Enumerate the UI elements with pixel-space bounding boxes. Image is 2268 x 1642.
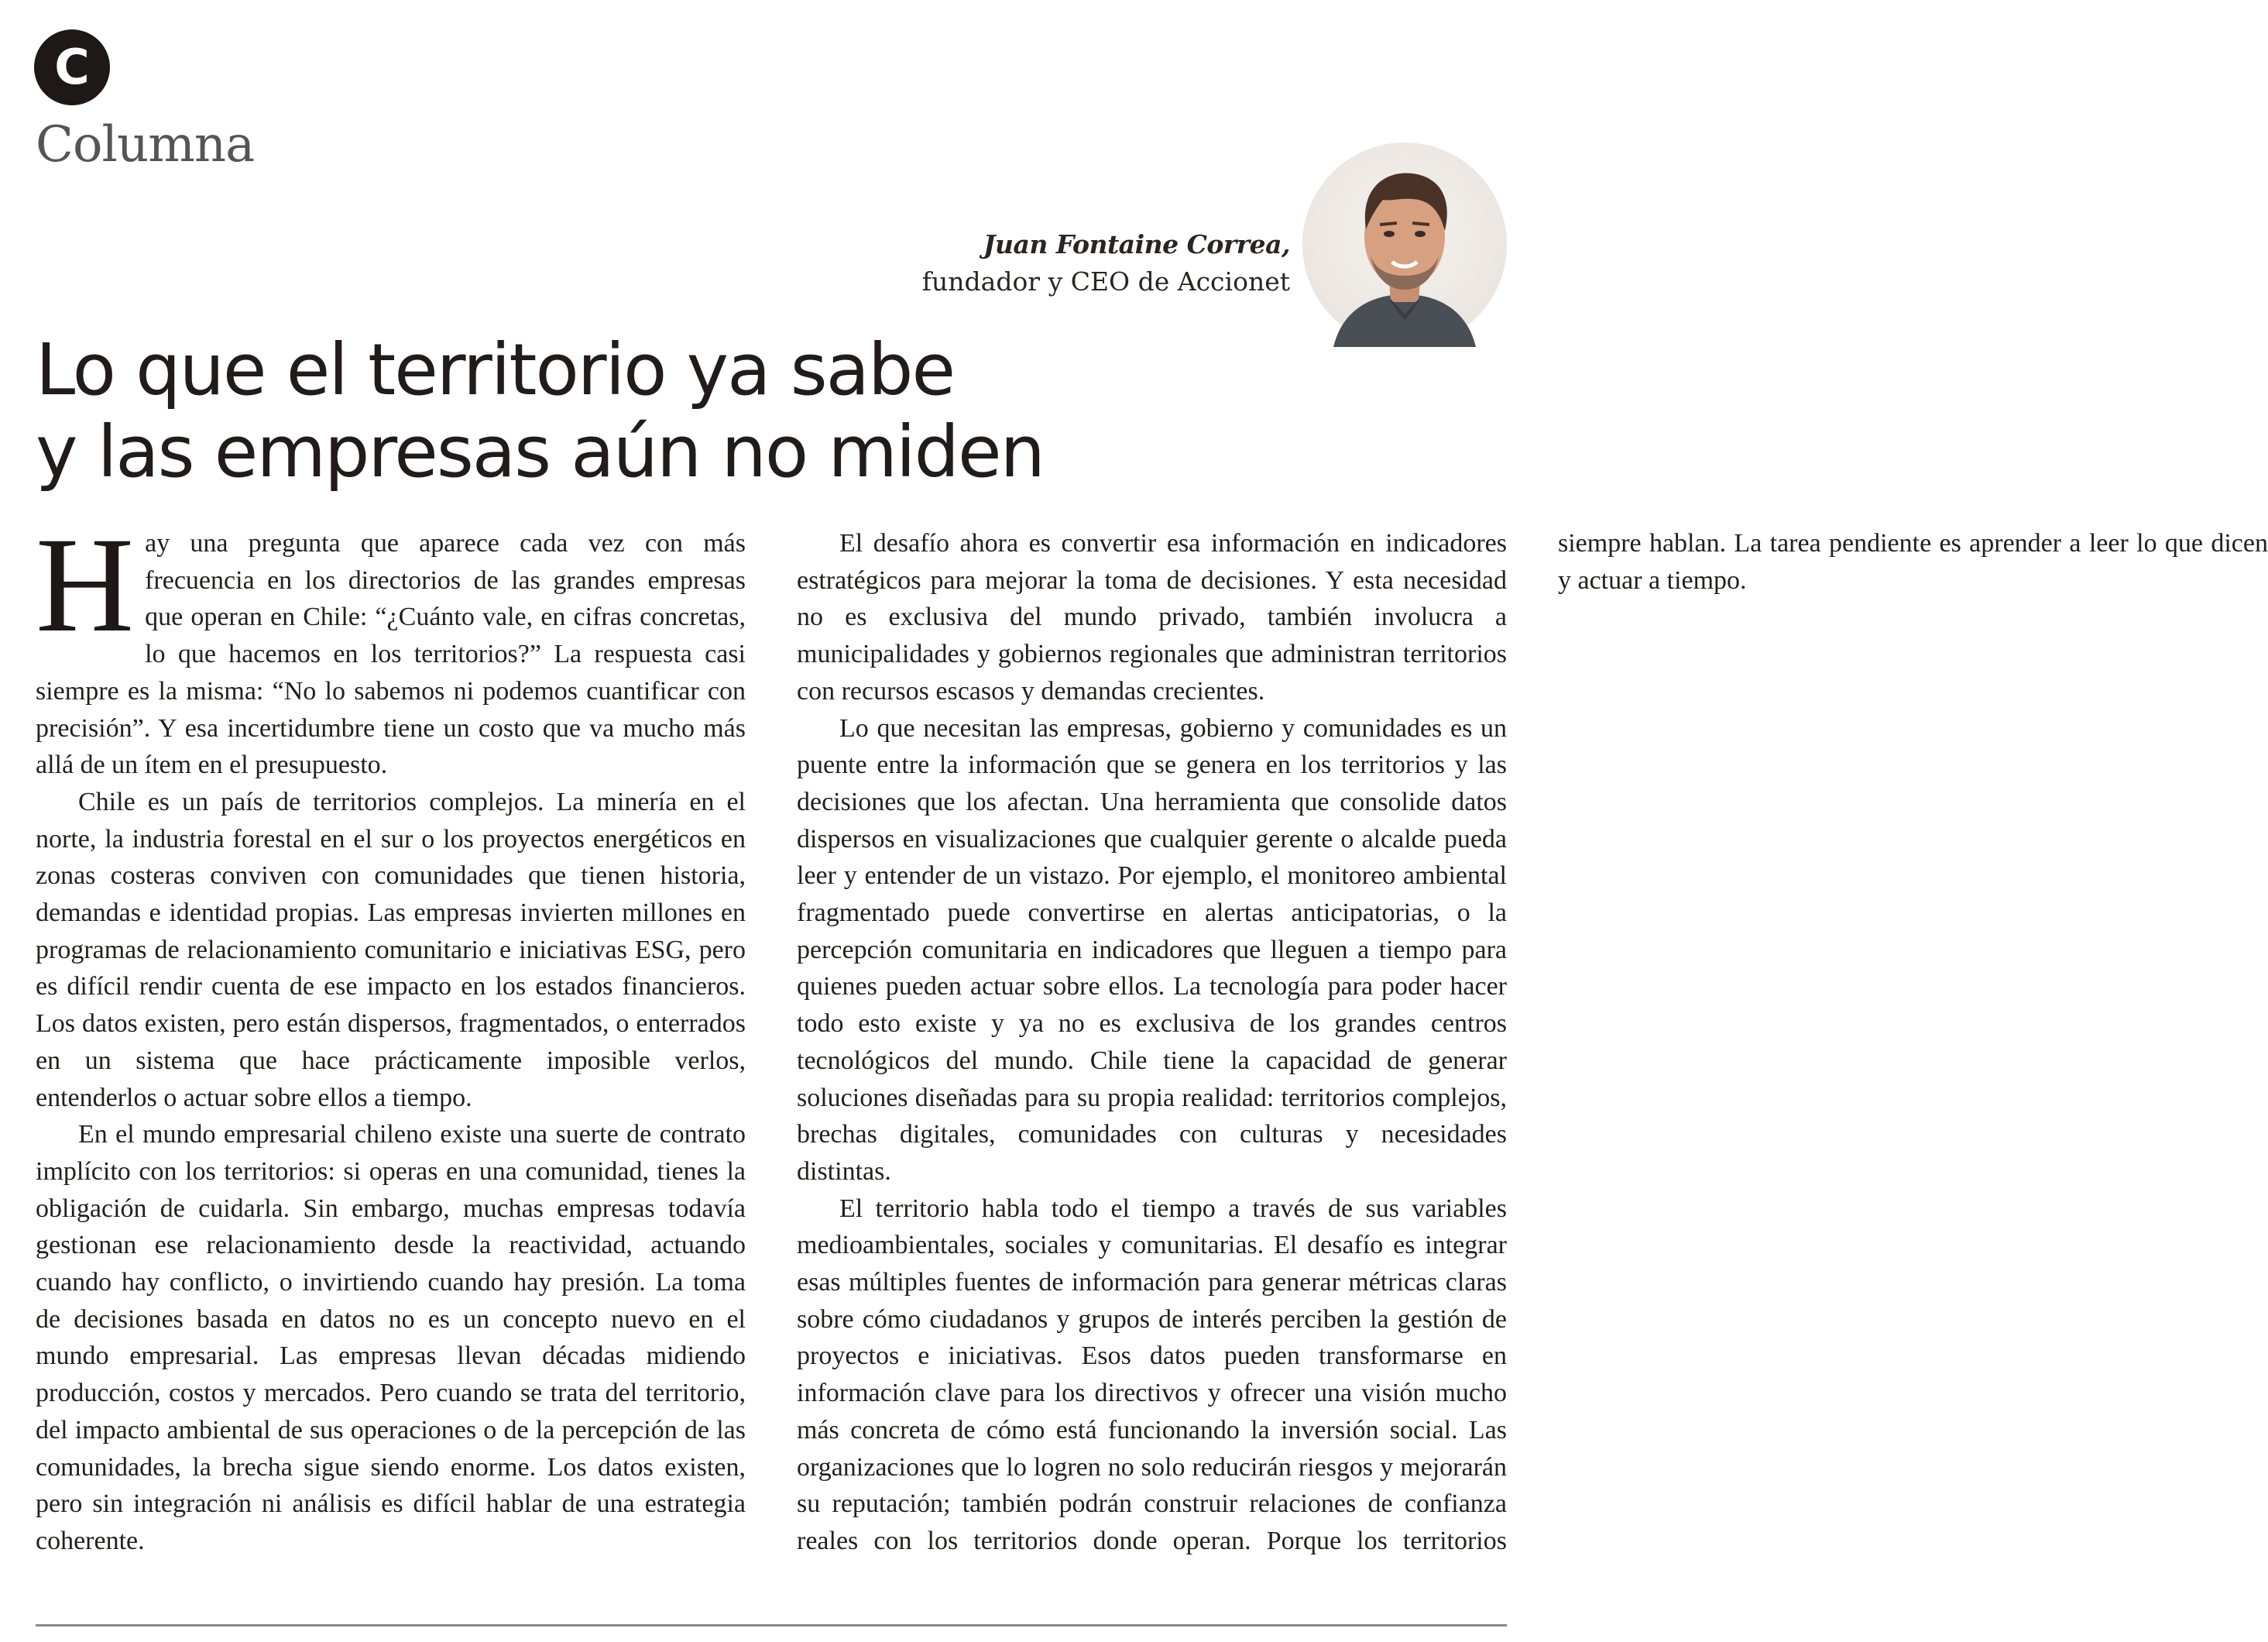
article-paragraph-2: Chile es un país de territorios complejos. La minería en el norte, la industria forestal en el sur o los proyectos energéticos en zonas costeras conviven con comunidades que tienen historia, demandas e identidad propias. Las empresas invierten millones en programas de relacionamiento comunitario e iniciativas ESG, pero es difícil rendir cuenta de ese impacto en los estados financieros. Los datos existen, pero están dispersos, fragmentados, o enterrados en un sistema que hace prácticamente imposible verlos, entenderlos o actuar sobre ellos a tiempo.	[36, 787, 746, 1112]
author-role: fundador y CEO de Accionet	[921, 266, 1290, 297]
article-paragraph-4: El desafío ahora es convertir esa información en indicadores estratégicos para mejorar la toma de decisiones. Y esta necesidad no es exclusiva del mundo privado, también involucra a municipalidades y gobiernos regionales que administran territorios con recursos escasos y demandas crecientes.	[797, 529, 1507, 706]
article-body	[36, 510, 2268, 1606]
drop-cap: H	[36, 510, 135, 661]
author-portrait-illustration	[1302, 143, 1507, 347]
headline-line-2: y las empresas aún no miden	[36, 410, 1044, 493]
article-paragraph-1	[36, 510, 746, 784]
article-paragraph-6: El territorio habla todo el tiempo a través de sus variables medioambientales, sociales y comunitarias. El desafío es integrar esas múltiples fuentes de información para generar métricas claras sobre cómo ciudadanos y grupos de interés perciben la gestión de proyectos e iniciativas. Esos datos pueden transformarse en información clave para los directivos y ofrecer una visión mucho más concreta de cómo está funcionando la inversión social. Las organizaciones que lo logren no solo reducirán riesgos y mejorarán su reputación; también podrán construir relaciones de confianza reales con los territorios donde operan. Porque los territorios siempre hablan. La tarea pendiente es aprender a leer lo que dicen y actuar a tiempo.	[797, 529, 2268, 1555]
column-logo-badge: C	[34, 29, 110, 105]
author-photo	[1302, 143, 1507, 347]
article-paragraph-3: En el mundo empresarial chileno existe una suerte de contrato implícito con los territorios: si operas en una comunidad, tienes la obligación de cuidarla. Sin embargo, muchas empresas todavía gestionan ese relacionamiento desde la reactividad, actuando cuando hay conflicto, o invirtiendo cuando hay presión. La toma de decisiones basada en datos no es un concepto nuevo en el mundo empresarial. Las empresas llevan décadas midiendo producción, costos y mercados. Pero cuando se trata del territorio, del impacto ambiental de sus operaciones o de la percepción de las comunidades, la brecha sigue siendo enorme. Los datos existen, pero sin integración ni análisis es difícil hablar de una estrategia coherente.	[36, 1120, 746, 1555]
section-label: Columna	[36, 116, 255, 173]
author-byline	[922, 226, 1290, 301]
headline-line-1: Lo que el territorio ya sabe	[36, 328, 955, 411]
headline	[36, 329, 1044, 493]
author-name: Juan Fontaine Correa,	[983, 229, 1290, 259]
article-paragraph-1-text: ay una pregunta que aparece cada vez con más frecuencia en los directorios de las grandes empresas que operan en Chile: “¿Cuánto vale, en cifras concretas, lo que hacemos en los territorios?” La respuesta casi siempre es la misma: “No lo sabemos ni podemos cuantificar con precisión”. Y esa incertidumbre tiene un costo que va mucho más allá de un ítem en el presupuesto.	[36, 529, 746, 780]
bottom-divider	[36, 1624, 1507, 1627]
article-paragraph-5: Lo que necesitan las empresas, gobierno y comunidades es un puente entre la información que se genera en los territorios y las decisiones que los afectan. Una herramienta que consolide datos dispersos en visualizaciones que cualquier gerente o alcalde pueda leer y entender de un vistazo. Por ejemplo, el monitoreo ambiental fragmentado puede convertirse en alertas anticipatorias, o la percepción comunitaria en indicadores que lleguen a tiempo para quienes pueden actuar sobre ellos. La tecnología para poder hacer todo esto existe y ya no es exclusiva de los grandes centros tecnológicos del mundo. Chile tiene la capacidad de generar soluciones diseñadas para su propia realidad: territorios complejos, brechas digitales, comunidades con culturas y necesidades distintas.	[797, 713, 1507, 1186]
